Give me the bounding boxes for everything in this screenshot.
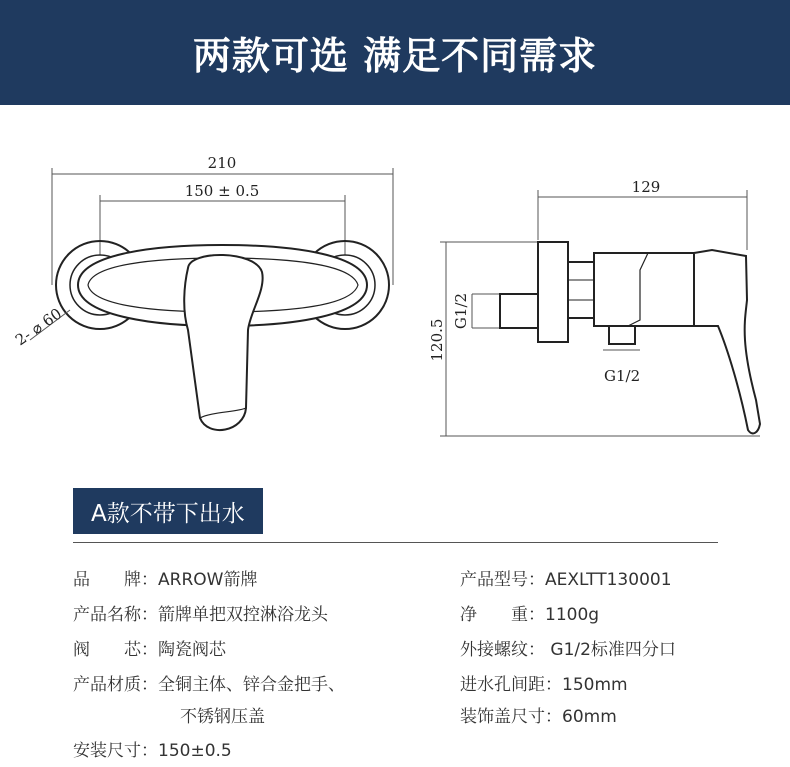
spec-label: 产品名称：	[73, 605, 158, 625]
spec-label: 进水孔间距：	[460, 675, 562, 695]
dim-cover: 2- ⌀ 60	[11, 304, 66, 350]
dim-inlet: G1/2	[452, 292, 470, 330]
spec-label: 阀 芯：	[73, 640, 158, 660]
spec-label: 产品材质：	[73, 675, 158, 695]
section-title	[73, 488, 263, 534]
spec-brand	[73, 569, 257, 591]
side-view	[440, 190, 760, 436]
dim-depth: 129	[631, 178, 661, 196]
spec-value: G1/2标准四分口	[545, 640, 676, 660]
spec-value: 箭牌单把双控淋浴龙头	[158, 605, 328, 625]
spec-material	[73, 674, 345, 696]
spec-value: 60mm	[562, 707, 617, 727]
spec-label: 净 重：	[460, 605, 545, 625]
dim-outlet: G1/2	[604, 367, 641, 385]
front-view	[30, 168, 393, 430]
spec-value: 1100g	[545, 605, 600, 625]
spec-label: 品 牌：	[73, 570, 158, 590]
spec-value: 不锈钢压盖	[180, 707, 265, 727]
title-banner	[0, 0, 790, 105]
technical-drawing	[0, 105, 790, 480]
dim-width: 210	[207, 154, 237, 172]
banner-title: 两款可选 满足不同需求	[192, 34, 598, 78]
spec-label: 安装尺寸：	[73, 741, 158, 761]
spec-value: 150±0.5	[158, 741, 232, 761]
spec-thread	[460, 639, 676, 661]
spec-value: AEXLTT130001	[545, 570, 672, 590]
spec-material-cont	[180, 706, 265, 728]
spec-value: ARROW箭牌	[158, 570, 258, 590]
spec-value: 全铜主体、锌合金把手、	[158, 675, 345, 695]
spec-label: 外接螺纹：	[460, 640, 545, 660]
spec-install	[73, 740, 232, 762]
spec-weight	[460, 604, 599, 626]
dim-height: 120.5	[428, 318, 446, 362]
spec-cover	[460, 706, 617, 728]
spec-valve	[73, 639, 226, 661]
section-title-text: A款不带下出水	[91, 500, 245, 527]
spec-hole	[460, 674, 628, 696]
spec-label: 产品型号：	[460, 570, 545, 590]
dim-spacing: 150 ± 0.5	[184, 182, 260, 200]
spec-value: 陶瓷阀芯	[158, 640, 226, 660]
spec-model	[460, 569, 672, 591]
spec-value: 150mm	[562, 675, 628, 695]
spec-label: 装饰盖尺寸：	[460, 707, 562, 727]
section-divider	[73, 542, 718, 543]
spec-name	[73, 604, 328, 626]
